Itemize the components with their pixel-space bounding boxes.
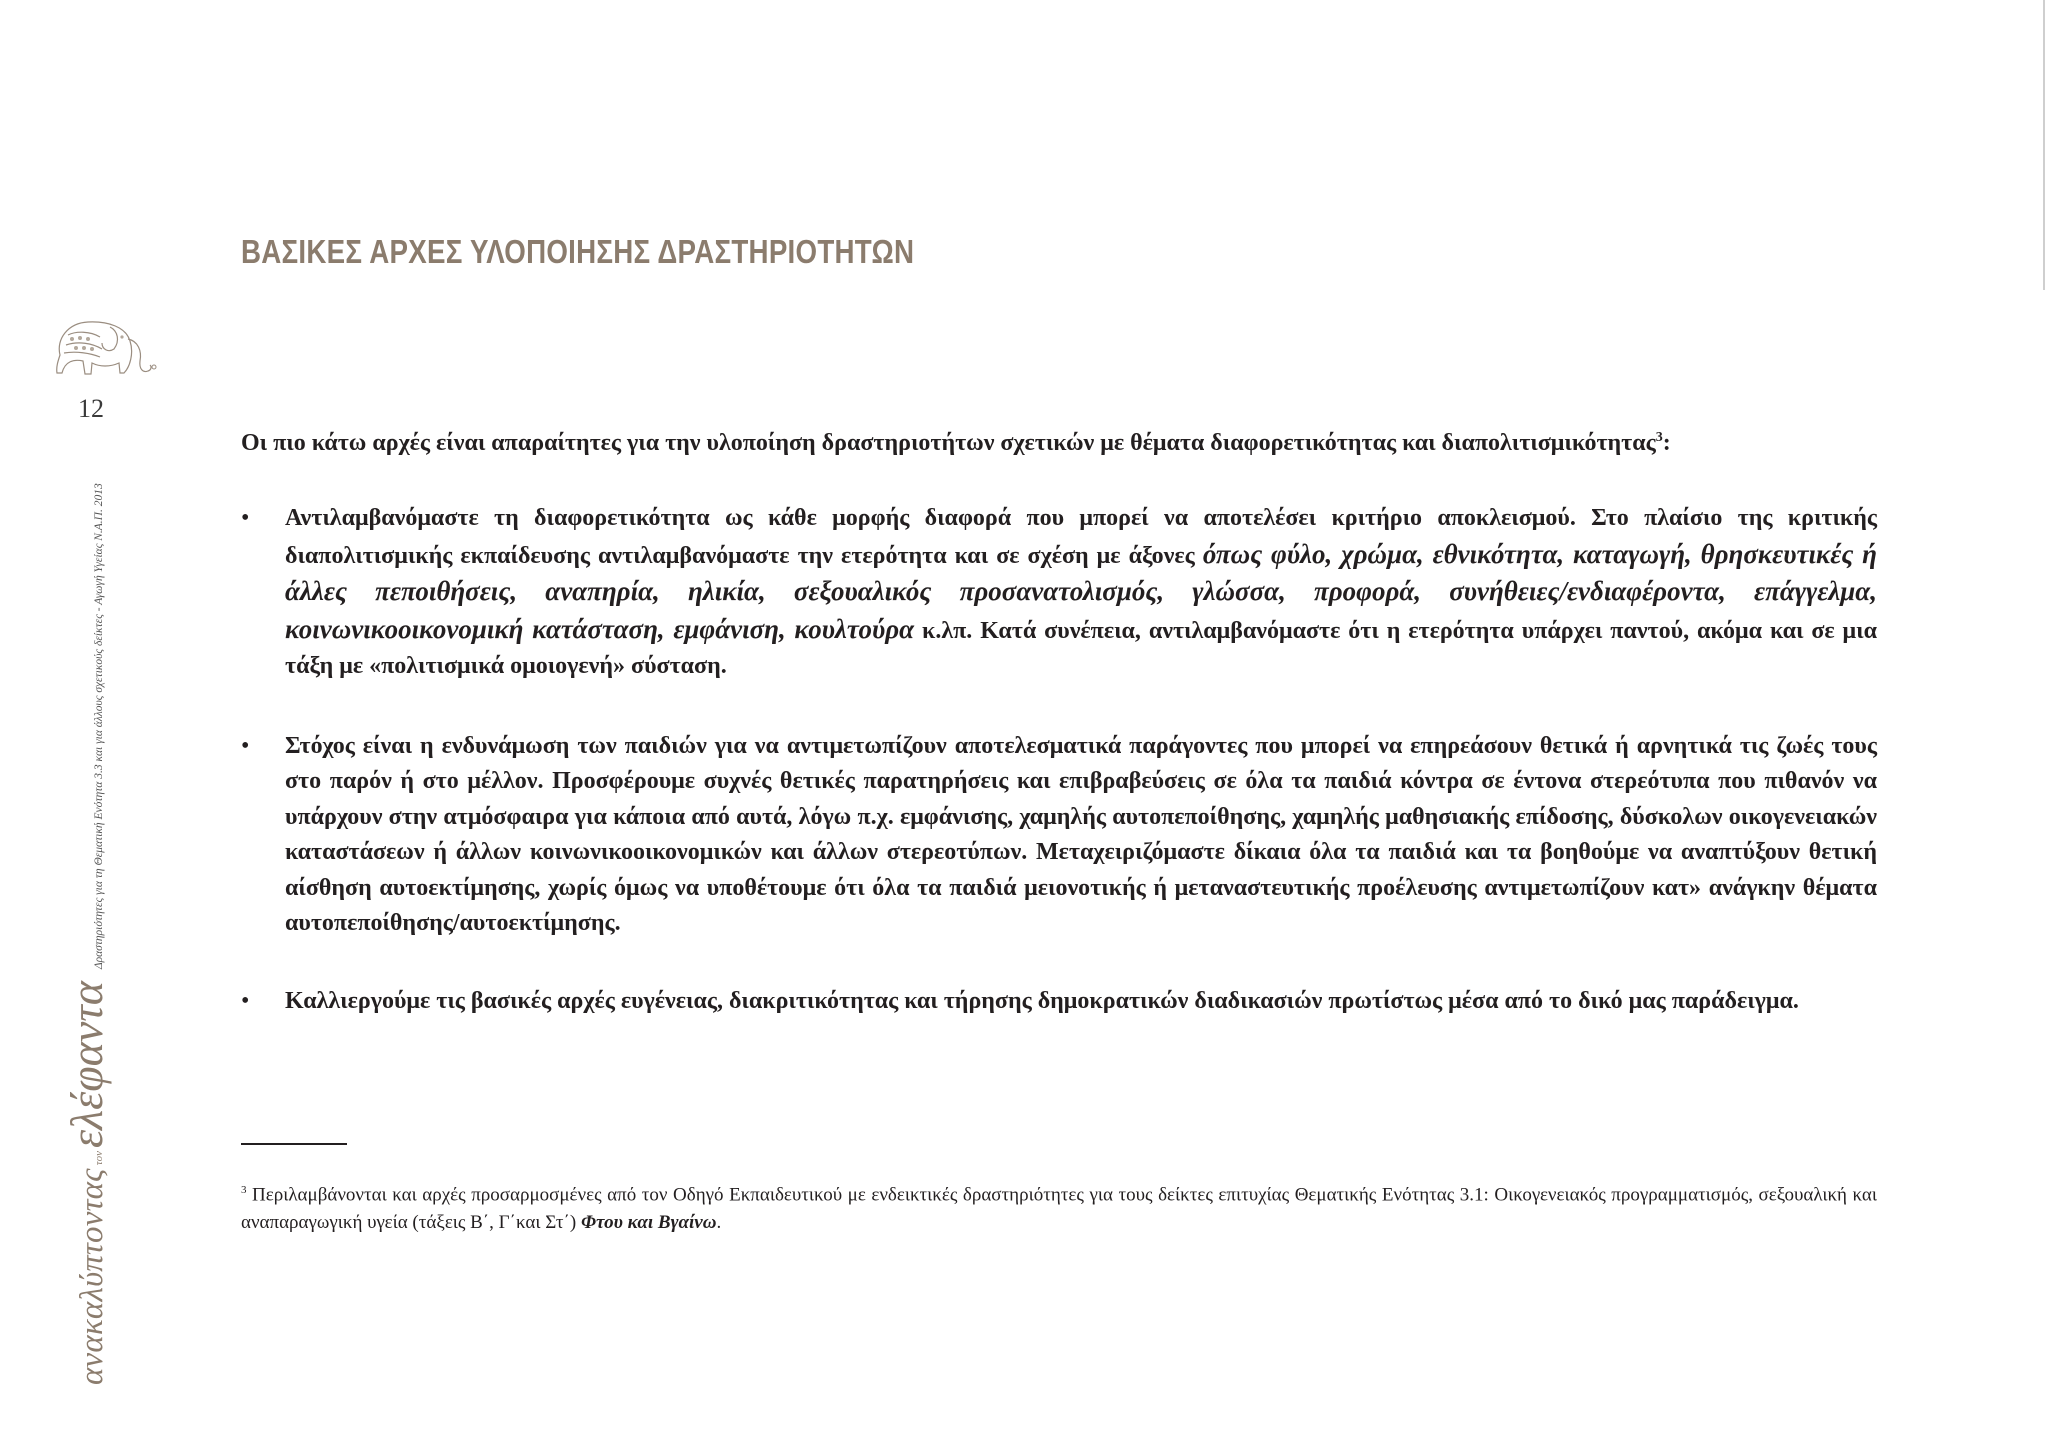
list-item [241,729,1877,942]
bullet-text-end: κ.λπ. Κατά συνέπεια, αντιλαμβανόμαστε ότι η ετερότητα υπάρχει παντού, ακόμα και σε μια τάξη με «πολιτισμικά ομοιογενή» σύσταση. [285,617,1877,679]
elephant-illustration-icon [50,315,158,383]
vertical-brand-strip [60,483,113,1385]
bullet-text: Στόχος είναι η ενδυνάμωση των παιδιών για να αντιμετωπίζουν αποτελεσματικά παράγοντες που μπορεί να επηρεάσουν θετικά ή αρνητικά τις ζωές τους στο παρόν ή στο μέλλον. Προσφέρουμε συχνές θετικές παρατηρήσεις και επιβραβεύσεις σε όλα τα παιδιά κόντρα σε έντονα στερεότυπα που πιθανόν να υπάρχουν στην ατμόσφαιρα για κάποια από αυτά, λόγω π.χ. εμφάνισης, χαμηλής αυτοπεποίθησης, χαμηλής μαθησιακής επίδοσης, δύσκολων οικογενειακών καταστάσεων ή άλλων κοινωνικοοικονομικών και άλλων στερεοτύπων. Μεταχειριζόμαστε δίκαια όλα τα παιδιά και τα βοηθούμε να αναπτύξουν θετική αίσθηση αυτοεκτίμησης, χωρίς όμως να υποθέτουμε ότι όλα τα παιδιά μειονοτικής ή μεταναστευτικής προέλευσης αντιμετωπίζουν κατ» ανάγκην θέματα αυτοπεποίθησης/αυτοεκτίμησης. [285,732,1877,936]
list-item [241,984,1877,1020]
main-content [241,420,1877,1019]
bullet-text-start: Αντιλαμβανόμαστε τη διαφορετικότητα ως κάθε μορφής διαφορά που μπορεί να αποτελέσει κριτήριο αποκλεισμού. Στο πλαίσιο της κριτικής διαπολιτισμικής εκπαίδευσης αντιλαμβανόμαστε την ετερότητα και σε σχέση με άξονες [285,505,1877,569]
bullet-emphasis: όπως φύλο, χρώμα, εθνικότητα, καταγωγή, θρησκευτικές ή άλλες πεποιθήσεις, αναπηρία, ηλικία, σεξουαλικός προσανατολισμός, γλώσσα, προφορά, συνήθειες/ενδιαφέροντα, επάγγελμα, κοινωνικοοικονομική κατάσταση, εμφάνιση, κουλτούρα [285,538,1877,644]
principles-list [241,501,1877,1019]
footnote-reference: 3 [1655,430,1663,445]
footnote-divider [241,1143,347,1145]
footnote-end: . [716,1212,722,1234]
intro-colon: : [1662,430,1671,456]
brand-word-elephant: ελέφαντα [61,981,112,1148]
publication-caption: Δραστηριότητες για τη Θεματική Ενότητα 3.3 και για άλλους σχετικούς δείκτες - Αγωγή Υγείας Ν.Α.Π. 2013 [93,483,105,970]
brand-word-discovering: ανακαλύπτοντας [74,1168,110,1385]
footnote [241,1176,1877,1237]
list-item [241,501,1877,685]
page-edge-line [2043,0,2045,290]
intro-text: Οι πιο κάτω αρχές είναι απαραίτητες για την υλοποίηση δραστηριοτήτων σχετικών με θέματα διαφορετικότητας και διαπολιτισμικότητας [241,430,1656,456]
bullet-text: Καλλιεργούμε τις βασικές αρχές ευγένειας, διακριτικότητας και τήρησης δημοκρατικών διαδικασιών πρωτίστως μέσα από το δικό μας παράδειγμα. [285,987,1799,1014]
footnote-activity-title: Φτου και Βγαίνω [580,1212,717,1234]
page-title: ΒΑΣΙΚΕΣ ΑΡΧΕΣ ΥΛΟΠΟΙΗΣΗΣ ΔΡΑΣΤΗΡΙΟΤΗΤΩΝ [241,233,915,270]
brand-word-the: τον [93,1150,105,1166]
page-number: 12 [78,394,104,423]
footnote-text: Περιλαμβάνονται και αρχές προσαρμοσμένες από τον Οδηγό Εκπαιδευτικού με ενδεικτικές δραστηριότητες για τους δείκτες επιτυχίας Θεματικής Ενότητας 3.1: Οικογενειακός προγραμματισμός, σεξουαλική και αναπαραγωγική υγεία (τάξεις Β΄, Γ΄και Στ΄) [241,1184,1877,1234]
intro-paragraph [241,420,1877,461]
footnote-marker: 3 [241,1184,247,1196]
